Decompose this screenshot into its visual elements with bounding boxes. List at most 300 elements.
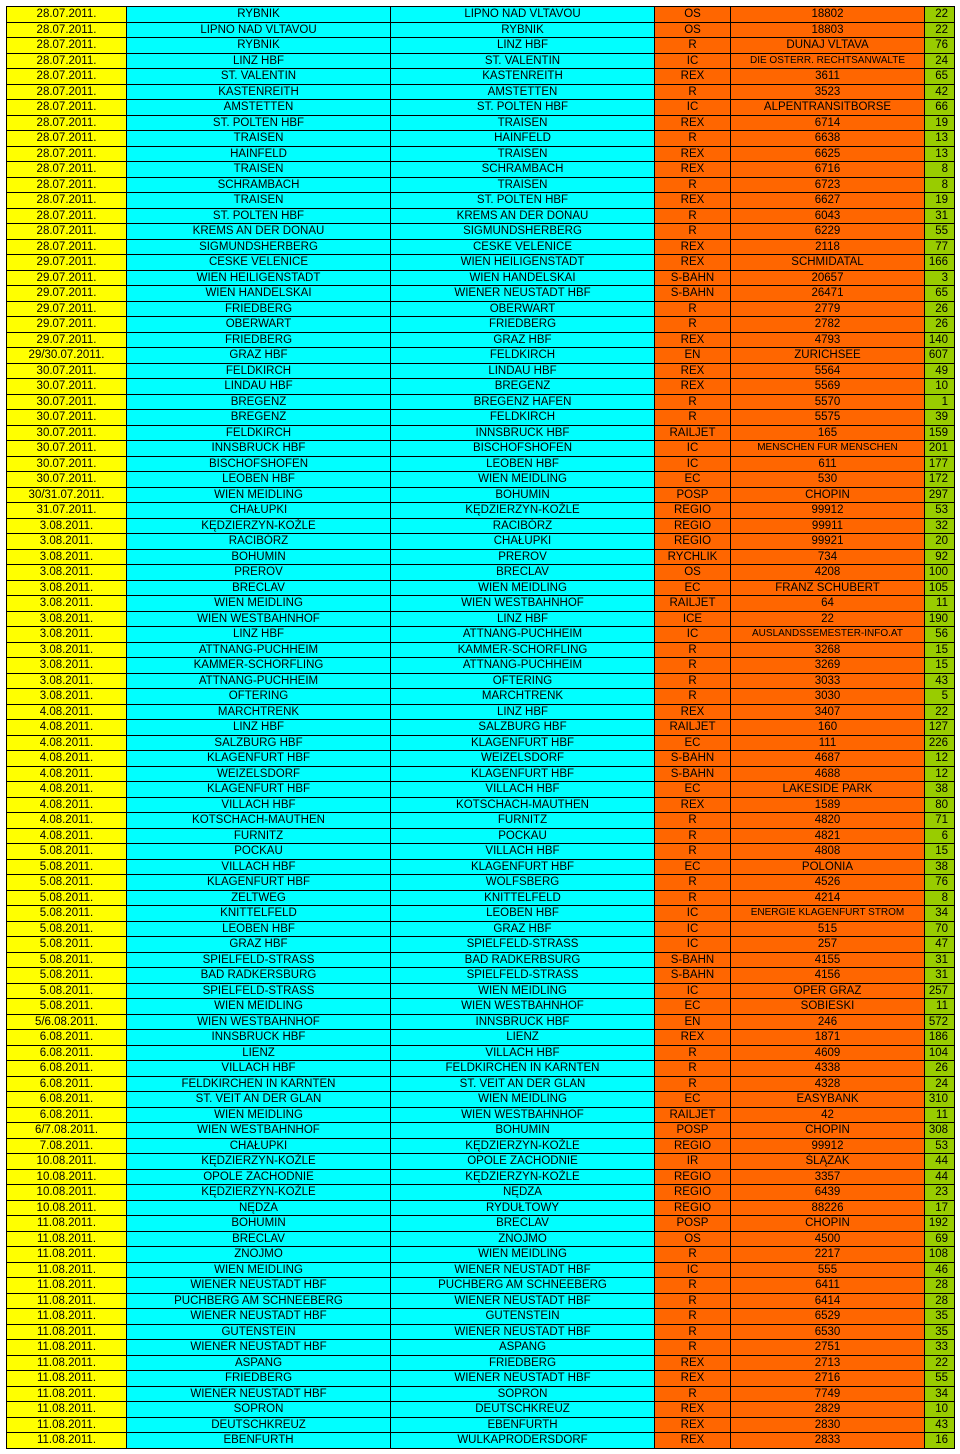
to-station-cell: FELDKIRCHEN IN KARNTEN [391, 1061, 655, 1077]
from-station-cell: BAD RADKERSBURG [127, 968, 391, 984]
train-number-cell: 160 [731, 720, 925, 736]
to-station-cell: KASTENREITH [391, 69, 655, 85]
train-number-cell: 6414 [731, 1293, 925, 1309]
distance-km-cell: 172 [925, 472, 955, 488]
to-station-cell: INNSBRUCK HBF [391, 1014, 655, 1030]
train-number-cell: ALPENTRANSITBORSE [731, 100, 925, 116]
train-number-cell: 257 [731, 937, 925, 953]
train-type-cell: REX [655, 332, 731, 348]
to-station-cell: WEIZELSDORF [391, 751, 655, 767]
table-row [7, 1216, 955, 1232]
distance-km-cell: 15 [925, 642, 955, 658]
train-type-cell: S-BAHN [655, 952, 731, 968]
date-cell: 6.08.2011. [7, 1107, 127, 1123]
to-station-cell: WIENER NEUSTADT HBF [391, 1324, 655, 1340]
table-row [7, 518, 955, 534]
table-row [7, 983, 955, 999]
train-number-cell: 4821 [731, 828, 925, 844]
date-cell: 28.07.2011. [7, 69, 127, 85]
distance-km-cell: 47 [925, 937, 955, 953]
train-type-cell: R [655, 844, 731, 860]
to-station-cell: ST. VALENTIN [391, 53, 655, 69]
table-row [7, 828, 955, 844]
date-cell: 5.08.2011. [7, 844, 127, 860]
train-number-cell: 3523 [731, 84, 925, 100]
train-number-cell: 99912 [731, 503, 925, 519]
from-station-cell: BREGENZ [127, 394, 391, 410]
table-row [7, 348, 955, 364]
train-type-cell: IC [655, 100, 731, 116]
train-type-cell: REX [655, 704, 731, 720]
date-cell: 30.07.2011. [7, 410, 127, 426]
distance-km-cell: 310 [925, 1092, 955, 1108]
train-number-cell: 2217 [731, 1247, 925, 1263]
date-cell: 28.07.2011. [7, 146, 127, 162]
to-station-cell: BOHUMIN [391, 1123, 655, 1139]
train-number-cell: 3033 [731, 673, 925, 689]
to-station-cell: WIEN HANDELSKAI [391, 270, 655, 286]
train-number-cell: 6627 [731, 193, 925, 209]
to-station-cell: KLAGENFURT HBF [391, 766, 655, 782]
to-station-cell: FELDKIRCH [391, 348, 655, 364]
train-number-cell: 6625 [731, 146, 925, 162]
table-row [7, 1324, 955, 1340]
date-cell: 4.08.2011. [7, 704, 127, 720]
table-row [7, 921, 955, 937]
to-station-cell: BOHUMIN [391, 487, 655, 503]
date-cell: 5.08.2011. [7, 875, 127, 891]
table-row [7, 441, 955, 457]
from-station-cell: SPIELFELD-STRASS [127, 952, 391, 968]
distance-km-cell: 35 [925, 1324, 955, 1340]
train-type-cell: EC [655, 859, 731, 875]
from-station-cell: LIPNO NAD VLTAVOU [127, 22, 391, 38]
table-row [7, 534, 955, 550]
table-row [7, 1231, 955, 1247]
distance-km-cell: 35 [925, 1309, 955, 1325]
train-number-cell: CHOPIN [731, 487, 925, 503]
distance-km-cell: 10 [925, 1402, 955, 1418]
train-number-cell: CHOPIN [731, 1216, 925, 1232]
from-station-cell: ST. POLTEN HBF [127, 208, 391, 224]
train-type-cell: R [655, 1324, 731, 1340]
train-number-cell: 2751 [731, 1340, 925, 1356]
distance-km-cell: 31 [925, 952, 955, 968]
to-station-cell: LEOBEN HBF [391, 456, 655, 472]
to-station-cell: POCKAU [391, 828, 655, 844]
table-row [7, 1371, 955, 1387]
table-row [7, 255, 955, 271]
date-cell: 5.08.2011. [7, 921, 127, 937]
from-station-cell: KREMS AN DER DONAU [127, 224, 391, 240]
from-station-cell: RACIBÓRZ [127, 534, 391, 550]
date-cell: 4.08.2011. [7, 782, 127, 798]
train-type-cell: S-BAHN [655, 286, 731, 302]
train-type-cell: IC [655, 53, 731, 69]
to-station-cell: PUCHBERG AM SCHNEEBERG [391, 1278, 655, 1294]
train-number-cell: 6723 [731, 177, 925, 193]
train-type-cell: R [655, 224, 731, 240]
from-station-cell: NĘDZA [127, 1200, 391, 1216]
table-row [7, 146, 955, 162]
train-number-cell: 5570 [731, 394, 925, 410]
date-cell: 29.07.2011. [7, 301, 127, 317]
date-cell: 28.07.2011. [7, 100, 127, 116]
table-row [7, 1417, 955, 1433]
date-cell: 3.08.2011. [7, 534, 127, 550]
table-row [7, 751, 955, 767]
train-number-cell: ENERGIE KLAGENFURT STROM [731, 906, 925, 922]
to-station-cell: KĘDZIERZYN-KOŹLE [391, 1169, 655, 1185]
train-type-cell: EC [655, 1092, 731, 1108]
distance-km-cell: 19 [925, 115, 955, 131]
distance-km-cell: 100 [925, 565, 955, 581]
to-station-cell: LINZ HBF [391, 704, 655, 720]
train-type-cell: R [655, 673, 731, 689]
distance-km-cell: 70 [925, 921, 955, 937]
date-cell: 4.08.2011. [7, 828, 127, 844]
train-number-cell: 4687 [731, 751, 925, 767]
to-station-cell: OBERWART [391, 301, 655, 317]
from-station-cell: WIEN MEIDLING [127, 1262, 391, 1278]
to-station-cell: BRECLAV [391, 565, 655, 581]
train-type-cell: R [655, 1061, 731, 1077]
from-station-cell: CESKE VELENICE [127, 255, 391, 271]
train-type-cell: REGIO [655, 1200, 731, 1216]
train-type-cell: S-BAHN [655, 766, 731, 782]
from-station-cell: FELDKIRCH [127, 425, 391, 441]
train-type-cell: REGIO [655, 503, 731, 519]
table-row [7, 1293, 955, 1309]
to-station-cell: WIEN MEIDLING [391, 1092, 655, 1108]
from-station-cell: TRAISEN [127, 193, 391, 209]
date-cell: 5.08.2011. [7, 906, 127, 922]
distance-km-cell: 17 [925, 1200, 955, 1216]
train-type-cell: R [655, 642, 731, 658]
train-type-cell: R [655, 84, 731, 100]
travel-log-body [7, 7, 955, 1449]
train-number-cell: 515 [731, 921, 925, 937]
to-station-cell: SALZBURG HBF [391, 720, 655, 736]
train-number-cell: 4609 [731, 1045, 925, 1061]
table-row [7, 317, 955, 333]
date-cell: 4.08.2011. [7, 735, 127, 751]
distance-km-cell: 65 [925, 286, 955, 302]
date-cell: 30.07.2011. [7, 456, 127, 472]
from-station-cell: KĘDZIERZYN-KOŹLE [127, 1154, 391, 1170]
to-station-cell: EBENFURTH [391, 1417, 655, 1433]
table-row [7, 224, 955, 240]
train-number-cell: 165 [731, 425, 925, 441]
train-number-cell: 246 [731, 1014, 925, 1030]
train-number-cell: 6529 [731, 1309, 925, 1325]
from-station-cell: FELDKIRCHEN IN KARNTEN [127, 1076, 391, 1092]
date-cell: 6.08.2011. [7, 1030, 127, 1046]
table-row [7, 766, 955, 782]
to-station-cell: KĘDZIERZYN-KOŹLE [391, 1138, 655, 1154]
train-number-cell: 1589 [731, 797, 925, 813]
table-row [7, 813, 955, 829]
distance-km-cell: 12 [925, 766, 955, 782]
distance-km-cell: 3 [925, 270, 955, 286]
distance-km-cell: 5 [925, 689, 955, 705]
to-station-cell: GRAZ HBF [391, 921, 655, 937]
date-cell: 28.07.2011. [7, 239, 127, 255]
train-number-cell: 2716 [731, 1371, 925, 1387]
to-station-cell: ST. VEIT AN DER GLAN [391, 1076, 655, 1092]
table-row [7, 596, 955, 612]
train-type-cell: REGIO [655, 1138, 731, 1154]
date-cell: 3.08.2011. [7, 580, 127, 596]
train-type-cell: IC [655, 627, 731, 643]
date-cell: 11.08.2011. [7, 1386, 127, 1402]
train-type-cell: R [655, 813, 731, 829]
date-cell: 4.08.2011. [7, 766, 127, 782]
table-row [7, 7, 955, 23]
table-row [7, 53, 955, 69]
date-cell: 11.08.2011. [7, 1340, 127, 1356]
distance-km-cell: 53 [925, 1138, 955, 1154]
from-station-cell: ST. VEIT AN DER GLAN [127, 1092, 391, 1108]
from-station-cell: SOPRON [127, 1402, 391, 1418]
to-station-cell: FRIEDBERG [391, 1355, 655, 1371]
to-station-cell: WIEN WESTBAHNHOF [391, 1107, 655, 1123]
table-row [7, 642, 955, 658]
distance-km-cell: 8 [925, 162, 955, 178]
to-station-cell: SPIELFELD-STRASS [391, 968, 655, 984]
table-row [7, 84, 955, 100]
train-number-cell: FRANZ SCHUBERT [731, 580, 925, 596]
date-cell: 28.07.2011. [7, 193, 127, 209]
table-row [7, 890, 955, 906]
date-cell: 10.08.2011. [7, 1185, 127, 1201]
train-type-cell: IC [655, 921, 731, 937]
from-station-cell: WIEN MEIDLING [127, 1107, 391, 1123]
from-station-cell: WIENER NEUSTADT HBF [127, 1309, 391, 1325]
table-row [7, 1014, 955, 1030]
to-station-cell: HAINFELD [391, 131, 655, 147]
train-number-cell: 18802 [731, 7, 925, 23]
train-number-cell: DUNAJ VLTAVA [731, 38, 925, 54]
table-row [7, 425, 955, 441]
to-station-cell: PREROV [391, 549, 655, 565]
table-row [7, 115, 955, 131]
table-row [7, 611, 955, 627]
table-row [7, 38, 955, 54]
train-type-cell: R [655, 1278, 731, 1294]
distance-km-cell: 26 [925, 301, 955, 317]
to-station-cell: INNSBRUCK HBF [391, 425, 655, 441]
from-station-cell: BOHUMIN [127, 549, 391, 565]
distance-km-cell: 13 [925, 131, 955, 147]
train-number-cell: 2118 [731, 239, 925, 255]
date-cell: 5/6.08.2011. [7, 1014, 127, 1030]
to-station-cell: GRAZ HBF [391, 332, 655, 348]
to-station-cell: LIENZ [391, 1030, 655, 1046]
train-type-cell: R [655, 208, 731, 224]
from-station-cell: GRAZ HBF [127, 937, 391, 953]
distance-km-cell: 44 [925, 1169, 955, 1185]
to-station-cell: BAD RADKERBSURG [391, 952, 655, 968]
train-type-cell: RAILJET [655, 596, 731, 612]
train-type-cell: REX [655, 1371, 731, 1387]
date-cell: 28.07.2011. [7, 177, 127, 193]
table-row [7, 1107, 955, 1123]
train-type-cell: REX [655, 379, 731, 395]
to-station-cell: ATTNANG-PUCHHEIM [391, 627, 655, 643]
date-cell: 6.08.2011. [7, 1076, 127, 1092]
from-station-cell: OPOLE ZACHODNIE [127, 1169, 391, 1185]
distance-km-cell: 192 [925, 1216, 955, 1232]
from-station-cell: MARCHTRENK [127, 704, 391, 720]
distance-km-cell: 108 [925, 1247, 955, 1263]
table-row [7, 1247, 955, 1263]
train-type-cell: R [655, 689, 731, 705]
to-station-cell: SOPRON [391, 1386, 655, 1402]
date-cell: 3.08.2011. [7, 642, 127, 658]
from-station-cell: TRAISEN [127, 162, 391, 178]
train-number-cell: 4338 [731, 1061, 925, 1077]
to-station-cell: KNITTELFELD [391, 890, 655, 906]
distance-km-cell: 13 [925, 146, 955, 162]
table-row [7, 859, 955, 875]
from-station-cell: ASPANG [127, 1355, 391, 1371]
train-number-cell: 6411 [731, 1278, 925, 1294]
train-number-cell: 2713 [731, 1355, 925, 1371]
train-number-cell: SOBIESKI [731, 999, 925, 1015]
train-number-cell: 5564 [731, 363, 925, 379]
date-cell: 29.07.2011. [7, 317, 127, 333]
from-station-cell: FRIEDBERG [127, 301, 391, 317]
train-type-cell: REX [655, 162, 731, 178]
train-number-cell: 4526 [731, 875, 925, 891]
distance-km-cell: 308 [925, 1123, 955, 1139]
train-type-cell: R [655, 394, 731, 410]
to-station-cell: ST. POLTEN HBF [391, 100, 655, 116]
date-cell: 28.07.2011. [7, 208, 127, 224]
distance-km-cell: 26 [925, 317, 955, 333]
table-row [7, 844, 955, 860]
from-station-cell: SPIELFELD-STRASS [127, 983, 391, 999]
date-cell: 11.08.2011. [7, 1402, 127, 1418]
train-type-cell: REX [655, 1433, 731, 1449]
table-row [7, 1169, 955, 1185]
distance-km-cell: 22 [925, 22, 955, 38]
train-type-cell: REX [655, 255, 731, 271]
distance-km-cell: 190 [925, 611, 955, 627]
to-station-cell: BISCHOFSHOFEN [391, 441, 655, 457]
train-type-cell: RAILJET [655, 1107, 731, 1123]
distance-km-cell: 159 [925, 425, 955, 441]
date-cell: 29.07.2011. [7, 332, 127, 348]
train-type-cell: POSP [655, 487, 731, 503]
date-cell: 28.07.2011. [7, 7, 127, 23]
date-cell: 3.08.2011. [7, 518, 127, 534]
from-station-cell: WIEN MEIDLING [127, 596, 391, 612]
to-station-cell: WIEN HEILIGENSTADT [391, 255, 655, 271]
to-station-cell: LINDAU HBF [391, 363, 655, 379]
distance-km-cell: 34 [925, 1386, 955, 1402]
to-station-cell: AMSTETTEN [391, 84, 655, 100]
distance-km-cell: 127 [925, 720, 955, 736]
to-station-cell: DEUTSCHKREUZ [391, 1402, 655, 1418]
from-station-cell: WEIZELSDORF [127, 766, 391, 782]
from-station-cell: SCHRAMBACH [127, 177, 391, 193]
train-type-cell: REX [655, 1355, 731, 1371]
from-station-cell: ATTNANG-PUCHHEIM [127, 673, 391, 689]
train-type-cell: REGIO [655, 1169, 731, 1185]
date-cell: 31.07.2011. [7, 503, 127, 519]
train-number-cell: 42 [731, 1107, 925, 1123]
date-cell: 28.07.2011. [7, 224, 127, 240]
to-station-cell: WIEN MEIDLING [391, 1247, 655, 1263]
train-number-cell: 4808 [731, 844, 925, 860]
distance-km-cell: 22 [925, 704, 955, 720]
distance-km-cell: 11 [925, 596, 955, 612]
train-number-cell: 6714 [731, 115, 925, 131]
from-station-cell: WIEN MEIDLING [127, 487, 391, 503]
train-number-cell: 530 [731, 472, 925, 488]
train-type-cell: REX [655, 363, 731, 379]
distance-km-cell: 23 [925, 1185, 955, 1201]
date-cell: 30.07.2011. [7, 394, 127, 410]
train-type-cell: POSP [655, 1216, 731, 1232]
from-station-cell: SIGMUNDSHERBERG [127, 239, 391, 255]
from-station-cell: FRIEDBERG [127, 1371, 391, 1387]
date-cell: 28.07.2011. [7, 162, 127, 178]
distance-km-cell: 42 [925, 84, 955, 100]
train-type-cell: EN [655, 1014, 731, 1030]
to-station-cell: LINZ HBF [391, 38, 655, 54]
train-number-cell: POLONIA [731, 859, 925, 875]
date-cell: 28.07.2011. [7, 131, 127, 147]
date-cell: 6.08.2011. [7, 1061, 127, 1077]
from-station-cell: INNSBRUCK HBF [127, 441, 391, 457]
distance-km-cell: 31 [925, 968, 955, 984]
train-type-cell: REX [655, 1417, 731, 1433]
from-station-cell: CHAŁUPKI [127, 503, 391, 519]
distance-km-cell: 28 [925, 1278, 955, 1294]
to-station-cell: NĘDZA [391, 1185, 655, 1201]
date-cell: 11.08.2011. [7, 1433, 127, 1449]
table-row [7, 193, 955, 209]
distance-km-cell: 92 [925, 549, 955, 565]
train-type-cell: REX [655, 239, 731, 255]
table-row [7, 565, 955, 581]
from-station-cell: WIEN WESTBAHNHOF [127, 1123, 391, 1139]
to-station-cell: MARCHTRENK [391, 689, 655, 705]
distance-km-cell: 19 [925, 193, 955, 209]
train-number-cell: 26471 [731, 286, 925, 302]
distance-km-cell: 26 [925, 1061, 955, 1077]
distance-km-cell: 39 [925, 410, 955, 426]
train-number-cell: 1871 [731, 1030, 925, 1046]
date-cell: 5.08.2011. [7, 952, 127, 968]
train-number-cell: CHOPIN [731, 1123, 925, 1139]
table-row [7, 1076, 955, 1092]
distance-km-cell: 105 [925, 580, 955, 596]
to-station-cell: TRAISEN [391, 115, 655, 131]
train-type-cell: RAILJET [655, 720, 731, 736]
from-station-cell: WIENER NEUSTADT HBF [127, 1386, 391, 1402]
travel-log-table [6, 6, 955, 1449]
train-number-cell: 6229 [731, 224, 925, 240]
to-station-cell: SPIELFELD-STRASS [391, 937, 655, 953]
train-type-cell: REX [655, 115, 731, 131]
table-row [7, 208, 955, 224]
train-number-cell: 2830 [731, 1417, 925, 1433]
to-station-cell: BRECLAV [391, 1216, 655, 1232]
